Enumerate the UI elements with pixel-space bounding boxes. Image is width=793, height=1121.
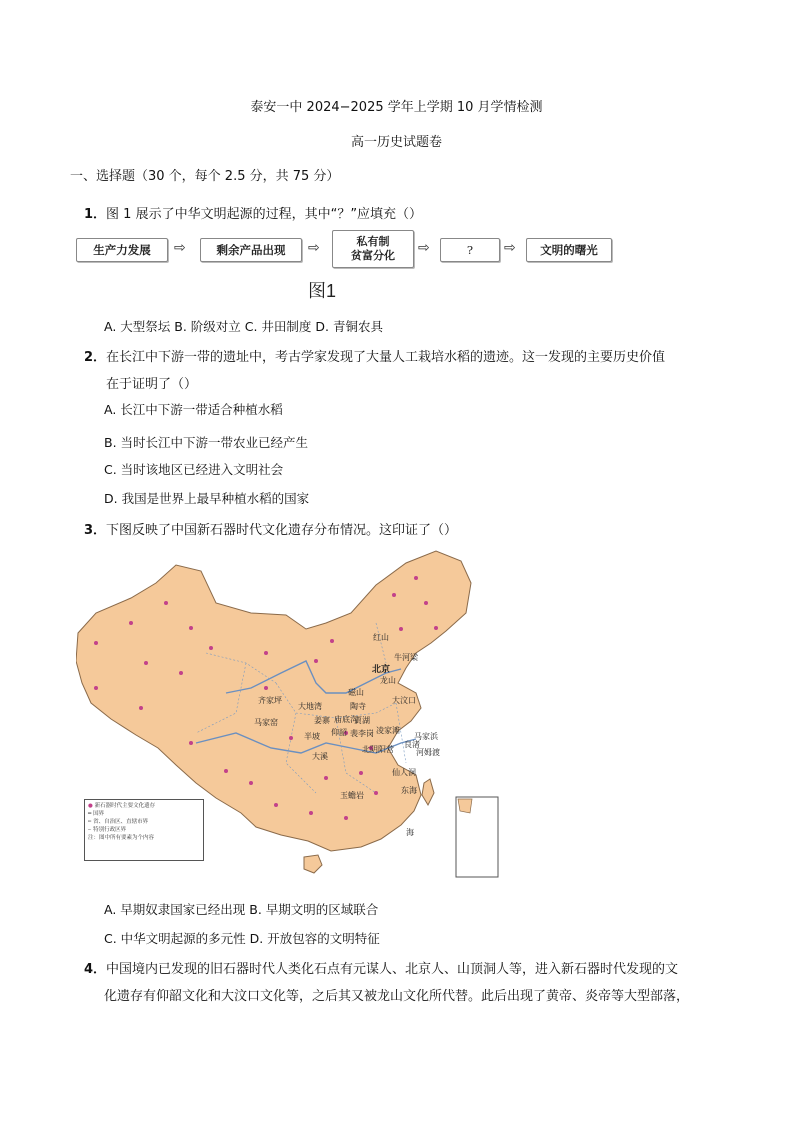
flow-box-3-line-1: 私有制 <box>356 235 390 248</box>
site-dot <box>224 769 228 773</box>
map-label-hemudu: 河姆渡 <box>416 748 440 757</box>
map-label-dawenkou: 大汶口 <box>392 696 416 705</box>
map-label-beijing: 北京 <box>372 665 391 675</box>
site-dot <box>289 736 293 740</box>
site-dot <box>189 626 193 630</box>
site-dot <box>414 576 418 580</box>
site-dot <box>144 661 148 665</box>
legend-item-province <box>88 818 200 826</box>
map-label-yangshao: 仰韶 <box>331 728 347 737</box>
figure-label: 图1 <box>308 281 337 301</box>
legend-text: 省、自治区、直辖市界 <box>93 819 149 825</box>
flow-diagram <box>76 234 616 274</box>
site-dot <box>359 771 363 775</box>
site-dot <box>434 626 438 630</box>
site-dot <box>392 593 396 597</box>
map-label-liangzhu: 良渚 <box>404 740 420 749</box>
map-label-miaodigou: 庙底沟 <box>334 715 358 724</box>
question-number: 4． <box>84 962 107 977</box>
map-label-hongshan: 红山 <box>373 633 389 642</box>
site-dot <box>324 776 328 780</box>
flow-box-3-line-2: 贫富分化 <box>351 249 395 262</box>
page-subtitle: 高一历史试题卷 <box>350 135 442 150</box>
flow-box-1: 生产力发展 <box>76 238 168 262</box>
site-dot <box>209 646 213 650</box>
question-2-text-cont: 在于证明了（） <box>106 377 198 392</box>
site-dot <box>189 741 193 745</box>
site-dot-icon: ● <box>88 803 93 809</box>
section-heading: 一、选择题（30 个，每个 2.5 分，共 75 分） <box>70 169 340 184</box>
legend-item-sar <box>88 826 200 834</box>
site-dot <box>139 706 143 710</box>
legend-item-border <box>88 810 200 818</box>
site-dot <box>274 803 278 807</box>
map-label-peiligang: 裴李岗 <box>350 729 374 738</box>
map-label-majiayao: 马家窑 <box>254 718 278 727</box>
map-label-jiahu: 贾湖 <box>354 716 370 725</box>
arrow-icon: ⇨ <box>418 240 430 256</box>
hainan-shape <box>304 855 322 873</box>
site-dot <box>309 811 313 815</box>
legend-item-sites <box>88 802 200 810</box>
taiwan-shape <box>422 779 434 805</box>
inset-land <box>458 799 472 813</box>
map-label-cishan: 磁山 <box>348 688 364 697</box>
map-label-jiangzhai: 姜寨 <box>314 716 330 725</box>
site-dot <box>179 671 183 675</box>
map-label-taosi: 陶寺 <box>350 702 366 711</box>
province-line-icon: ┅ <box>88 819 92 825</box>
map-label-niuheliang: 牛河梁 <box>394 653 418 662</box>
flow-box-unknown: ? <box>440 238 500 262</box>
arrow-icon: ⇨ <box>504 240 516 256</box>
option-a: A. 长江中下游一带适合种植水稻 <box>104 402 283 417</box>
question-1-options: A. 大型祭坛 B. 阶级对立 C. 井田制度 D. 青铜农具 <box>104 319 383 334</box>
question-3-options-ab: A. 早期奴隶国家已经出现 B. 早期文明的区域联合 <box>104 902 379 917</box>
map-label-majiabang: 马家浜 <box>414 732 438 741</box>
flow-box-3 <box>332 230 414 268</box>
question-4-text-cont: 化遗存有仰韶文化和大汶口文化等，之后其又被龙山文化所代替。此后出现了黄帝、炎帝等大型部落， <box>104 989 690 1004</box>
question-2 <box>84 346 665 365</box>
legend-note: 注：图中所有要素为个内容 <box>88 835 155 841</box>
sar-line-icon: ┈ <box>88 827 92 833</box>
option-d: D. 我国是世界上最早种植水稻的国家 <box>104 491 310 506</box>
border-line-icon: ━ <box>88 811 92 817</box>
page-title: 泰安一中 2024−2025 学年上学期 10 月学情检测 <box>250 100 543 115</box>
flow-box-6: 文明的曙光 <box>526 238 612 262</box>
map-label-banpo: 半坡 <box>304 732 320 741</box>
question-text: 中国境内已发现的旧石器时代人类化石点有元谋人、北京人、山顶洞人等，进入新石器时代发现的文 <box>106 962 679 977</box>
question-number: 1． <box>84 207 107 222</box>
map-label-longshan: 龙山 <box>380 676 396 685</box>
sea-label-east: 东海 <box>401 786 417 795</box>
site-dot <box>249 781 253 785</box>
site-dot <box>164 601 168 605</box>
question-3 <box>84 519 457 538</box>
map-label-beiyinyangying: 北阴阳营 <box>362 745 394 754</box>
site-dot <box>129 621 133 625</box>
site-dot <box>94 686 98 690</box>
question-text: 图 1 展示了中华文明起源的过程，其中“？”应填充（） <box>106 207 423 222</box>
site-dot <box>94 641 98 645</box>
sea-label: 海 <box>406 828 414 837</box>
legend-text: 特别行政区界 <box>93 827 127 833</box>
site-dot <box>264 651 268 655</box>
question-1 <box>84 203 422 222</box>
site-dot <box>264 686 268 690</box>
site-dot <box>314 659 318 663</box>
map-legend <box>84 799 204 861</box>
option-b: B. 当时长江中下游一带农业已经产生 <box>104 435 309 450</box>
question-text: 下图反映了中国新石器时代文化遗存分布情况。这印证了（） <box>106 523 458 538</box>
site-dot <box>399 627 403 631</box>
arrow-icon: ⇨ <box>308 240 320 256</box>
question-4 <box>84 958 678 977</box>
site-dot <box>344 816 348 820</box>
flow-box-2: 剩余产品出现 <box>200 238 302 262</box>
question-number: 2． <box>84 350 107 365</box>
question-text: 在长江中下游一带的遗址中，考古学家发现了大量人工栽培水稻的遗迹。这一发现的主要历史价值 <box>106 350 666 365</box>
map-label-yuchanyan: 玉蟾岩 <box>340 791 364 800</box>
map-label-lingjiatan: 凌家滩 <box>376 726 400 735</box>
legend-text: 国界 <box>93 811 105 817</box>
china-map <box>76 543 500 881</box>
arrow-icon: ⇨ <box>174 240 186 256</box>
map-label-xianrendong: 仙人洞 <box>392 768 416 777</box>
site-dot <box>424 601 428 605</box>
question-3-options-cd: C. 中华文明起源的多元性 D. 开放包容的文明特征 <box>104 931 380 946</box>
site-dot <box>330 639 334 643</box>
map-label-dadiwan: 大地湾 <box>298 702 322 711</box>
map-label-daxi: 大溪 <box>312 752 328 761</box>
question-number: 3． <box>84 523 107 538</box>
site-dot <box>374 791 378 795</box>
legend-text: 新石器时代主要文化遗存 <box>94 803 156 809</box>
map-label-qijiaping: 齐家坪 <box>258 696 282 705</box>
option-c: C. 当时该地区已经进入文明社会 <box>104 462 284 477</box>
